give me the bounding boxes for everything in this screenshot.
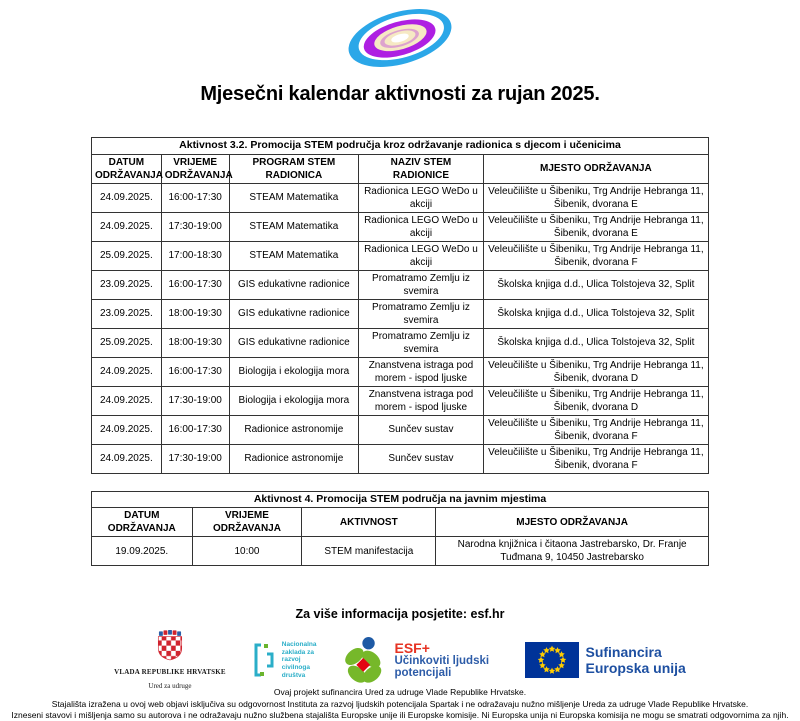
table-cell: 24.09.2025. xyxy=(92,183,162,212)
table-cell: Veleučilište u Šibeniku, Trg Andrije Hebranga 11, Šibenik, dvorana E xyxy=(483,212,708,241)
table-row xyxy=(92,357,709,386)
document-page xyxy=(0,7,800,720)
table-cell: Školska knjiga d.d., Ulica Tolstojeva 32, Split xyxy=(483,270,708,299)
page-title: Mjesečni kalendar aktivnosti za rujan 2025. xyxy=(200,83,600,105)
table-cell: 17:00-18:30 xyxy=(161,241,229,270)
zaklada-line: razvoj xyxy=(281,656,301,664)
zaklada-logo xyxy=(252,641,317,680)
eu-line1: Sufinancira xyxy=(585,644,662,661)
table-cell: 25.09.2025. xyxy=(92,241,162,270)
table-cell: Školska knjiga d.d., Ulica Tolstojeva 32, Split xyxy=(483,328,708,357)
zaklada-line: civilnoga xyxy=(281,664,310,672)
table-row xyxy=(92,299,709,328)
table-cell: Promatramo Zemlju iz svemira xyxy=(359,328,484,357)
zaklada-line: zaklada za xyxy=(281,648,314,656)
table-cell: Radionica LEGO WeDo u akciji xyxy=(359,212,484,241)
table-cell: Znanstvena istraga pod morem - ispod ljuske xyxy=(359,357,484,386)
activity-table-4 xyxy=(91,491,709,567)
vlada-title: VLADA REPUBLIKE HRVATSKE xyxy=(114,668,226,677)
table-cell: 10:00 xyxy=(192,537,302,566)
table-cell: Veleučilište u Šibeniku, Trg Andrije Hebranga 11, Šibenik, dvorana E xyxy=(483,183,708,212)
table-row xyxy=(92,415,709,444)
table-cell: STEAM Matematika xyxy=(229,241,359,270)
table-cell: 16:00-17:30 xyxy=(161,270,229,299)
zaklada-line: Nacionalna xyxy=(281,640,317,648)
table-cell: Školska knjiga d.d., Ulica Tolstojeva 32, Split xyxy=(483,299,708,328)
zaklada-line: društva xyxy=(281,671,306,679)
table-cell: Promatramo Zemlju iz svemira xyxy=(359,270,484,299)
table-cell: Veleučilište u Šibeniku, Trg Andrije Hebranga 11, Šibenik, dvorana F xyxy=(483,415,708,444)
table-cell: STEAM Matematika xyxy=(229,212,359,241)
column-header: VRIJEME ODRŽAVANJA xyxy=(192,508,302,537)
table-cell: Veleučilište u Šibeniku, Trg Andrije Hebranga 11, Šibenik, dvorana D xyxy=(483,357,708,386)
table-cell: 24.09.2025. xyxy=(92,357,162,386)
partner-logos-strip xyxy=(0,634,800,691)
table-row xyxy=(92,241,709,270)
esf-title: ESF+ xyxy=(394,639,430,656)
column-header: DATUM ODRŽAVANJA xyxy=(92,508,193,537)
column-header: DATUM ODRŽAVANJA xyxy=(92,154,162,183)
table-cell: 24.09.2025. xyxy=(92,386,162,415)
table-cell: 16:00-17:30 xyxy=(161,357,229,386)
table-cell: Radionice astronomije xyxy=(229,444,359,473)
table-row xyxy=(92,183,709,212)
table-row xyxy=(92,270,709,299)
table-cell: GIS edukativne radionice xyxy=(229,270,359,299)
galaxy-logo-icon xyxy=(344,7,456,69)
column-header: MJESTO ODRŽAVANJA xyxy=(483,154,708,183)
eu-line2: Europska unija xyxy=(585,660,686,677)
brackets-icon xyxy=(252,642,276,678)
more-info-line: Za više informacija posjetite: esf.hr xyxy=(295,607,505,622)
table-cell: GIS edukativne radionice xyxy=(229,299,359,328)
table-cell: 24.09.2025. xyxy=(92,415,162,444)
column-header: NAZIV STEM RADIONICE xyxy=(359,154,484,183)
disclaimer-block xyxy=(0,687,800,721)
table-cell: GIS edukativne radionice xyxy=(229,328,359,357)
table-cell: Radionice astronomije xyxy=(229,415,359,444)
table-title: Aktivnost 3.2. Promocija STEM područja kroz održavanje radionica s djecom i učenicima xyxy=(92,138,709,155)
table-row xyxy=(92,386,709,415)
zaklada-text xyxy=(282,641,317,680)
table-cell: Biologija i ekologija mora xyxy=(229,357,359,386)
table-cell: 25.09.2025. xyxy=(92,328,162,357)
table-cell: Narodna knjižnica i čitaona Jastrebarsko, Dr. Franje Tuđmana 9, 10450 Jastrebarsko xyxy=(436,537,709,566)
table-title: Aktivnost 4. Promocija STEM područja na javnim mjestima xyxy=(92,491,709,508)
table-cell: Znanstvena istraga pod morem - ispod ljuske xyxy=(359,386,484,415)
disclaimer-line: Izneseni stavovi i mišljenja samo su autorova i ne odražavaju nužno službena stajališta Europske unije ili Europske komisije. Ni Europska unija ni Europska komisija ne mogu se smatrati odgovornima za njih. xyxy=(11,709,789,720)
column-header: MJESTO ODRŽAVANJA xyxy=(436,508,709,537)
column-header: AKTIVNOST xyxy=(302,508,436,537)
vlada-logo xyxy=(114,630,226,690)
disclaimer-line: Ovaj projekt sufinancira Ured za udruge Vlade Republike Hrvatske. xyxy=(273,687,527,698)
table-cell: 23.09.2025. xyxy=(92,299,162,328)
table-cell: Veleučilište u Šibeniku, Trg Andrije Hebranga 11, Šibenik, dvorana F xyxy=(483,444,708,473)
table-cell: Veleučilište u Šibeniku, Trg Andrije Hebranga 11, Šibenik, dvorana F xyxy=(483,241,708,270)
esf-subtitle: Učinkoviti ljudski potencijali xyxy=(394,654,490,680)
table-cell: Promatramo Zemlju iz svemira xyxy=(359,299,484,328)
table-cell: 17:30-19:00 xyxy=(161,212,229,241)
table-row xyxy=(92,328,709,357)
activity-table-3-2 xyxy=(91,137,709,474)
table-cell: Veleučilište u Šibeniku, Trg Andrije Hebranga 11, Šibenik, dvorana D xyxy=(483,386,708,415)
column-header: PROGRAM STEM RADIONICA xyxy=(229,154,359,183)
table-cell: 18:00-19:30 xyxy=(161,299,229,328)
table-cell: 17:30-19:00 xyxy=(161,386,229,415)
table-cell: 24.09.2025. xyxy=(92,212,162,241)
table-cell: Sunčev sustav xyxy=(359,415,484,444)
table-cell: 16:00-17:30 xyxy=(161,415,229,444)
table-row xyxy=(92,537,709,566)
vlada-subtitle: Ured za udruge xyxy=(148,682,192,691)
table-cell: 24.09.2025. xyxy=(92,444,162,473)
table-cell: 19.09.2025. xyxy=(92,537,193,566)
column-header: VRIJEME ODRŽAVANJA xyxy=(161,154,229,183)
table-cell: STEAM Matematika xyxy=(229,183,359,212)
esf-pinwheel-icon xyxy=(342,635,388,685)
table-cell: Biologija i ekologija mora xyxy=(229,386,359,415)
disclaimer-line: Stajališta izražena u ovoj web objavi isključiva su odgovornost Instituta za razvoj ljudskih potencijala Spartak i ne odražavaju nužno mišljenje Ureda za udruge Vlade Republike Hrvatske. xyxy=(51,698,749,709)
eu-logo xyxy=(525,642,685,678)
table-cell: 16:00-17:30 xyxy=(161,183,229,212)
table-cell: 23.09.2025. xyxy=(92,270,162,299)
table-cell: 17:30-19:00 xyxy=(161,444,229,473)
croatian-coat-of-arms-icon xyxy=(157,630,183,660)
eu-text xyxy=(585,644,685,676)
table-cell: STEM manifestacija xyxy=(302,537,436,566)
esf-text xyxy=(394,641,499,680)
eu-flag-icon xyxy=(525,642,579,678)
table-row xyxy=(92,212,709,241)
table-cell: 18:00-19:30 xyxy=(161,328,229,357)
table-cell: Sunčev sustav xyxy=(359,444,484,473)
table-row xyxy=(92,444,709,473)
table-cell: Radionica LEGO WeDo u akciji xyxy=(359,241,484,270)
esf-logo xyxy=(342,635,499,685)
table-cell: Radionica LEGO WeDo u akciji xyxy=(359,183,484,212)
